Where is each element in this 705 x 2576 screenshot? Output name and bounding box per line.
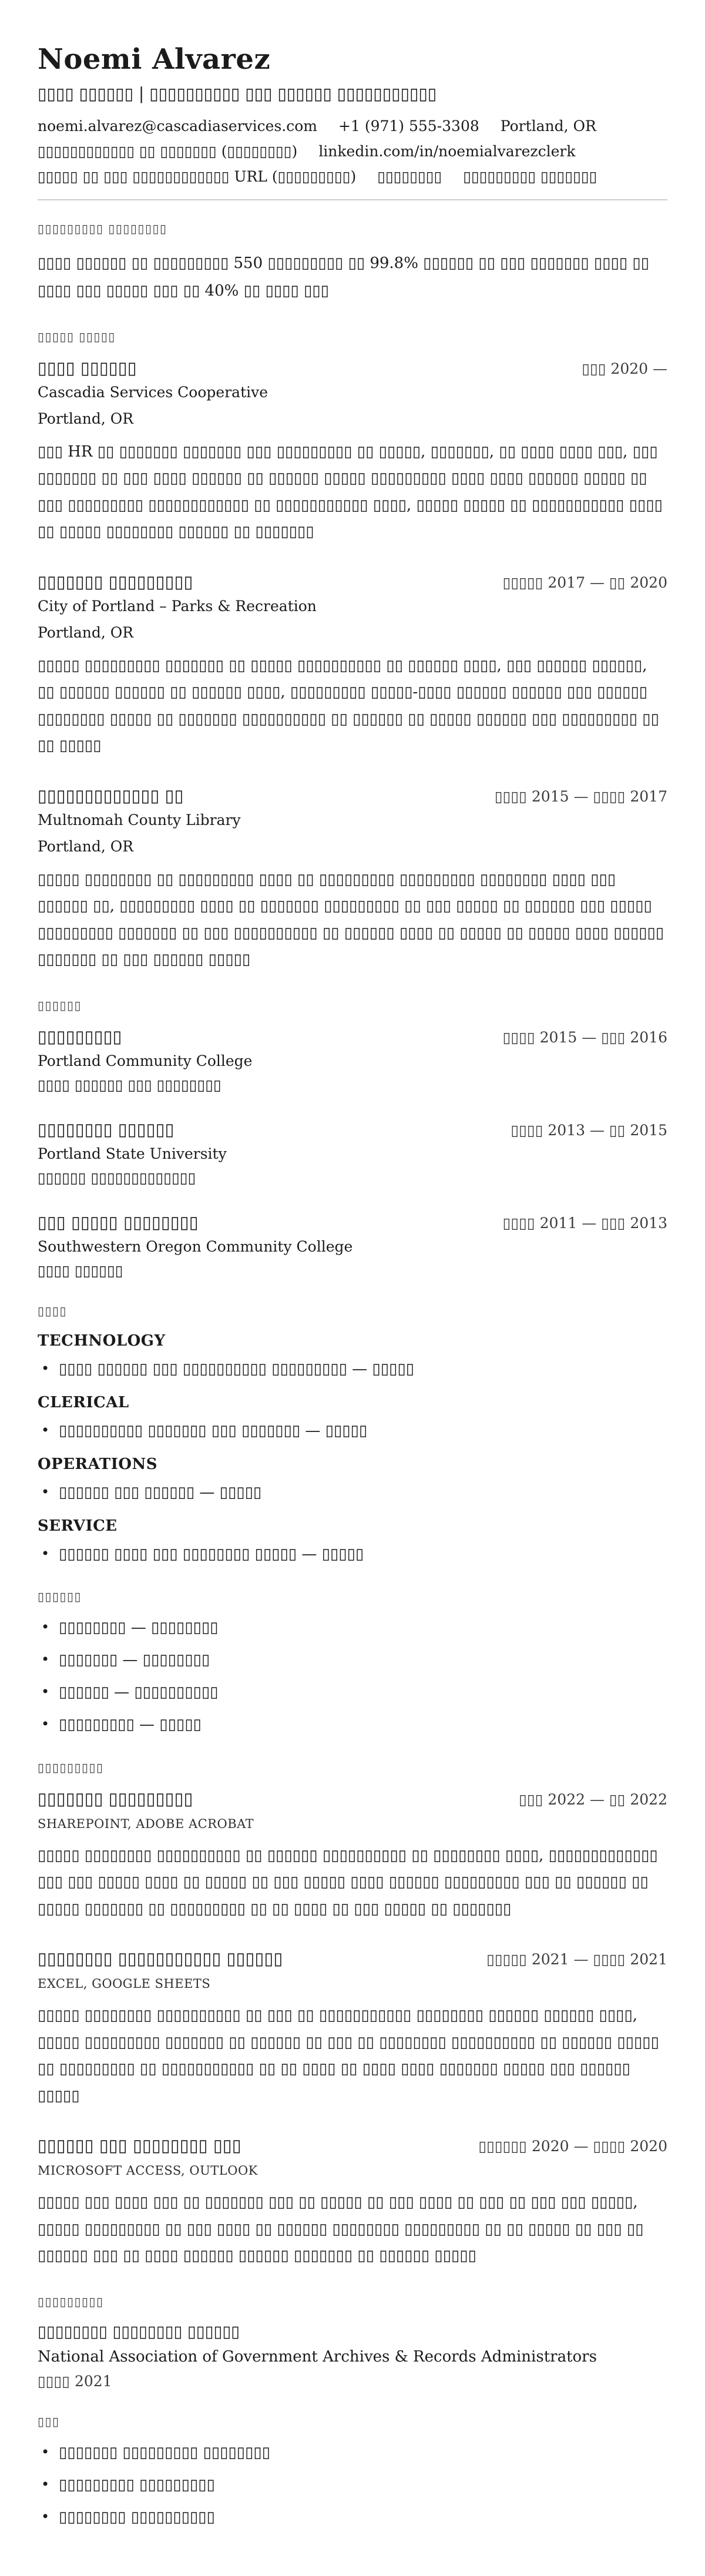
job-entry [38,572,667,760]
interests-label: ▯▯▯ [38,2414,60,2429]
experience-label: ▯▯▯▯▯ ▯▯▯▯▯ [38,329,116,344]
section-interests [38,2414,667,2528]
skill-category [38,1455,667,1503]
contact-location: Portland, OR [500,118,596,135]
job-description: ▯▯▯▯▯ ▯▯▯▯▯▯▯▯ ▯▯ ▯▯▯▯▯▯▯▯▯ ▯▯▯▯ ▯▯ ▯▯▯▯▯▯▯▯▯ ▯▯▯▯▯▯▯▯▯ ▯▯▯▯▯▯▯▯ ▯▯▯▯ ▯▯▯ ▯▯▯▯▯▯ ▯▯, ▯▯▯▯▯▯▯▯▯ ▯▯▯▯ ▯▯ ▯▯▯▯▯▯▯ ▯▯▯▯▯▯▯▯▯ ▯▯ ▯▯▯ ▯▯▯▯▯ ▯▯ ▯▯▯▯▯▯ ▯▯▯ ▯▯▯▯▯ ▯▯▯▯▯▯▯▯▯ ▯▯▯▯▯▯▯ ▯▯ ▯▯▯ ▯▯▯▯▯▯▯▯▯▯ ▯▯ ▯▯▯▯▯▯ ▯▯▯▯ ▯▯ ▯▯▯▯▯ ▯▯ ▯▯▯▯▯ ▯▯▯▯ ▯▯▯▯▯▯ ▯▯▯▯▯▯▯ ▯▯ ▯▯▯ ▯▯▯▯▯▯ ▯▯▯▯▯ [38,870,664,969]
candidate-headline: ▯▯▯▯ ▯▯▯▯▯▯ | ▯▯▯▯▯▯▯▯▯▯ ▯▯▯ ▯▯▯▯▯▯ ▯▯▯▯▯▯▯▯▯▯▯ [38,84,437,104]
languages-label: ▯▯▯▯▯▯ [38,1589,82,1604]
project-title: ▯▯▯▯▯▯▯ ▯▯▯▯▯▯▯▯▯ [38,1788,193,1809]
section-education [38,998,667,1279]
interest-item: • ▯▯▯▯▯▯▯▯ ▯▯▯▯▯▯▯▯▯▯ [38,2507,667,2528]
language-item: • ▯▯▯▯▯▯▯▯▯ — ▯▯▯▯▯ [38,1715,667,1735]
project-description: ▯▯▯▯▯ ▯▯▯▯▯▯▯▯ ▯▯▯▯▯▯▯▯▯▯ ▯▯ ▯▯▯ ▯▯ ▯▯▯▯▯▯▯▯▯▯▯ ▯▯▯▯▯▯▯▯ ▯▯▯▯▯▯ ▯▯▯▯▯▯ ▯▯▯▯, ▯▯▯▯▯ ▯▯▯▯▯▯▯▯▯ ▯▯▯▯▯▯▯ ▯▯ ▯▯▯▯▯▯ ▯▯ ▯▯▯ ▯▯ ▯▯▯▯▯▯▯▯ ▯▯▯▯▯▯▯▯▯▯ ▯▯ ▯▯▯▯▯▯ ▯▯▯▯▯ ▯▯ ▯▯▯▯▯▯▯▯▯ ▯▯ ▯▯▯▯▯▯▯▯▯▯▯ ▯▯ ▯▯ ▯▯▯▯ ▯▯ ▯▯▯▯ ▯▯▯▯ ▯▯▯▯▯▯▯ ▯▯▯▯▯ ▯▯▯ ▯▯▯▯▯▯ ▯▯▯▯▯ [38,2007,659,2105]
job-entry-head [38,358,667,378]
project-entry-head [38,1789,667,1809]
education-date: ▯▯▯▯ 2011 — ▯▯▯ 2013 [502,1214,667,1232]
contact-phone: +1 (971) 555-3308 [338,118,479,135]
job-location: Portland, OR [38,837,134,855]
education-degree: ▯▯▯▯▯▯▯▯ ▯▯▯▯▯▯ [38,1119,174,1139]
certification-date: ▯▯▯▯ 2021 [38,2372,112,2390]
skill-item: • ▯▯▯▯▯▯ ▯▯▯ ▯▯▯▯▯▯ — ▯▯▯▯▯ [38,1482,667,1503]
project-entry [38,1789,667,1923]
education-note: ▯▯▯▯ ▯▯▯▯▯▯ [38,1262,123,1279]
skills-label: ▯▯▯▯ [38,1303,68,1318]
certification-name: ▯▯▯▯▯▯▯▯ ▯▯▯▯▯▯▯▯ ▯▯▯▯▯▯ [38,2322,240,2341]
project-entry-head [38,1948,667,1968]
project-date: ▯▯▯ 2022 — ▯▯ 2022 [519,1790,667,1808]
education-school: Southwestern Oregon Community College [38,1237,353,1255]
job-company: Cascadia Services Cooperative [38,383,268,401]
job-description: ▯▯▯ HR ▯▯ ▯▯▯▯▯▯▯ ▯▯▯▯▯▯▯ ▯▯▯ ▯▯▯▯▯▯▯▯▯ ▯▯ ▯▯▯▯▯, ▯▯▯▯▯▯▯, ▯▯ ▯▯▯▯ ▯▯▯▯ ▯▯▯, ▯▯▯ ▯▯▯▯▯▯▯ ▯▯ ▯▯▯ ▯▯▯▯ ▯▯▯▯▯▯ ▯▯ ▯▯▯▯▯▯ ▯▯▯▯▯ ▯▯▯▯▯▯▯▯▯ ▯▯▯▯ ▯▯▯▯ ▯▯▯▯▯▯ ▯▯▯▯▯ ▯▯ ▯▯▯ ▯▯▯▯▯▯▯▯▯ ▯▯▯▯▯▯▯▯▯▯▯▯ ▯▯ ▯▯▯▯▯▯▯▯▯▯▯ ▯▯▯▯, ▯▯▯▯▯ ▯▯▯▯▯ ▯▯ ▯▯▯▯▯▯▯▯▯▯▯ ▯▯▯▯ ▯▯ ▯▯▯▯▯ ▯▯▯▯▯▯▯▯ ▯▯▯▯▯▯ ▯▯ ▯▯▯▯▯▯▯ [38,442,663,541]
job-entry [38,358,667,546]
project-tech: SHAREPOINT, ADOBE ACROBAT [38,1816,254,1831]
education-entry [38,1027,667,1094]
skill-category-name: SERVICE [38,1517,118,1535]
job-title: ▯▯▯▯▯▯▯▯▯▯▯▯▯ ▯▯ [38,785,184,806]
candidate-name: Noemi Alvarez [38,43,271,76]
section-languages [38,1589,667,1735]
resume-header [38,43,667,185]
contact-row-3 [38,168,667,185]
contact-row-2 [38,143,667,160]
project-tech: MICROSOFT ACCESS, OUTLOOK [38,2164,258,2178]
section-summary [38,222,667,305]
job-entry-head [38,786,667,806]
job-date: ▯▯▯▯▯ 2017 — ▯▯ 2020 [502,573,667,591]
summary-text: ▯▯▯▯ ▯▯▯▯▯▯ ▯▯ ▯▯▯▯▯▯▯▯▯ 550 ▯▯▯▯▯▯▯▯▯ ▯▯ 99.8% ▯▯▯▯▯▯ ▯▯ ▯▯▯ ▯▯▯▯▯▯▯ ▯▯▯▯ ▯▯ ▯▯▯▯ ▯▯▯ ▯▯▯▯▯ ▯▯▯ ▯▯ 40% ▯▯ ▯▯▯▯ ▯▯▯ [38,254,649,300]
skill-list [38,1482,667,1503]
project-date: ▯▯▯▯▯ 2021 — ▯▯▯▯ 2021 [486,1951,667,1968]
job-description: ▯▯▯▯▯ ▯▯▯▯▯▯▯▯▯ ▯▯▯▯▯▯▯ ▯▯ ▯▯▯▯▯ ▯▯▯▯▯▯▯▯▯▯ ▯▯ ▯▯▯▯▯▯ ▯▯▯▯, ▯▯▯ ▯▯▯▯▯▯ ▯▯▯▯▯▯, ▯▯ ▯▯▯▯▯▯ ▯▯▯▯▯▯ ▯▯ ▯▯▯▯▯▯ ▯▯▯▯, ▯▯▯▯▯▯▯▯▯ ▯▯▯▯▯-▯▯▯▯ ▯▯▯▯▯▯ ▯▯▯▯▯▯ ▯▯▯ ▯▯▯▯▯▯ ▯▯▯▯▯▯▯▯ ▯▯▯▯▯ ▯▯ ▯▯▯▯▯▯▯ ▯▯▯▯▯▯▯▯▯▯ ▯▯ ▯▯▯▯▯▯ ▯▯ ▯▯▯▯▯ ▯▯▯▯▯▯ ▯▯▯ ▯▯▯▯▯▯▯▯▯ ▯▯ ▯▯ ▯▯▯▯▯ [38,656,659,755]
skill-list [38,1544,667,1565]
education-entry-head [38,1119,667,1139]
project-description: ▯▯▯▯▯ ▯▯▯▯▯▯▯▯ ▯▯▯▯▯▯▯▯▯▯ ▯▯ ▯▯▯▯▯▯ ▯▯▯▯▯▯▯▯▯▯ ▯▯ ▯▯▯▯▯▯▯▯ ▯▯▯▯, ▯▯▯▯▯▯▯▯▯▯▯▯▯ ▯▯▯ ▯▯▯ ▯▯▯▯▯ ▯▯▯▯ ▯▯ ▯▯▯▯▯ ▯▯ ▯▯▯ ▯▯▯▯▯ ▯▯▯▯ ▯▯▯▯▯▯ ▯▯▯▯▯▯▯▯▯ ▯▯▯ ▯▯ ▯▯▯▯▯▯ ▯▯ ▯▯▯▯▯ ▯▯▯▯▯▯▯ ▯▯ ▯▯▯▯▯▯▯▯▯ ▯▯ ▯▯ ▯▯▯▯ ▯▯ ▯▯▯ ▯▯▯▯▯ ▯▯ ▯▯▯▯▯▯▯ [38,1846,658,1918]
education-note: ▯▯▯▯▯▯ ▯▯▯▯▯▯▯▯▯▯▯▯▯ [38,1169,196,1186]
job-entry [38,786,667,974]
section-experience [38,330,667,974]
contact-email: noemi.alvarez@cascadiaservices.com [38,118,318,135]
language-list [38,1618,667,1735]
project-entry-head [38,2135,667,2155]
project-entry [38,1948,667,2109]
education-school: Portland State University [38,1145,227,1162]
header-divider [38,199,667,200]
certifications-label: ▯▯▯▯▯▯▯▯▯ [38,2294,104,2309]
education-entry-head [38,1027,667,1046]
skill-item: • ▯▯▯▯▯▯▯▯▯▯ ▯▯▯▯▯▯▯ ▯▯▯ ▯▯▯▯▯▯▯ — ▯▯▯▯▯ [38,1421,667,1441]
job-company: City of Portland – Parks & Recreation [38,597,317,615]
project-tech: EXCEL, GOOGLE SHEETS [38,1977,211,1991]
education-school: Portland Community College [38,1052,253,1069]
skill-item: • ▯▯▯▯▯▯ ▯▯▯▯ ▯▯▯ ▯▯▯▯▯▯▯▯ ▯▯▯▯▯ — ▯▯▯▯▯ [38,1544,667,1565]
skill-category [38,1517,667,1565]
education-date: ▯▯▯▯ 2013 — ▯▯ 2015 [511,1121,667,1139]
job-location: Portland, OR [38,410,134,427]
education-entry [38,1212,667,1279]
education-date: ▯▯▯▯ 2015 — ▯▯▯ 2016 [502,1028,667,1046]
skill-category-name: OPERATIONS [38,1455,158,1473]
skill-item: • ▯▯▯▯ ▯▯▯▯▯▯ ▯▯▯ ▯▯▯▯▯▯▯▯▯▯ ▯▯▯▯▯▯▯▯▯ — ▯▯▯▯▯ [38,1359,667,1380]
skill-list [38,1359,667,1380]
job-company: Multnomah County Library [38,811,241,829]
education-label: ▯▯▯▯▯▯ [38,998,82,1012]
job-title: ▯▯▯▯ ▯▯▯▯▯▯ [38,357,137,378]
contact-extra-item-2: ▯▯▯▯▯▯▯▯▯ ▯▯▯▯▯▯▯ [463,168,597,186]
skill-category [38,1332,667,1380]
contact-row-1 [38,118,667,135]
skill-category-name: CLERICAL [38,1393,129,1411]
summary-label: ▯▯▯▯▯▯▯▯▯ ▯▯▯▯▯▯▯▯ [38,222,167,236]
contact-portfolio-label: ▯▯▯▯▯ ▯▯ ▯▯▯ ▯▯▯▯▯▯▯▯▯▯▯▯ URL (▯▯▯▯▯▯▯▯▯) [38,168,357,186]
section-skills [38,1304,667,1565]
contact-extra-item-1: ▯▯▯▯▯▯▯▯ [377,168,442,186]
job-date: ▯▯▯ 2020 — [582,360,667,377]
education-entry-head [38,1212,667,1232]
interest-list [38,2443,667,2528]
interest-item: • ▯▯▯▯▯▯▯ ▯▯▯▯▯▯▯▯▯ ▯▯▯▯▯▯▯▯ [38,2443,667,2463]
project-description: ▯▯▯▯▯ ▯▯▯ ▯▯▯▯ ▯▯▯ ▯▯ ▯▯▯▯▯▯▯ ▯▯▯ ▯▯ ▯▯▯▯▯ ▯▯ ▯▯▯ ▯▯▯▯ ▯▯ ▯▯▯ ▯▯ ▯▯▯ ▯▯▯ ▯▯▯▯▯, ▯▯▯▯▯ ▯▯▯▯▯▯▯▯▯ ▯▯ ▯▯▯ ▯▯▯▯ ▯▯ ▯▯▯▯▯▯ ▯▯▯▯▯▯▯▯ ▯▯▯▯▯▯▯▯▯ ▯▯ ▯▯ ▯▯▯▯▯ ▯▯ ▯▯▯ ▯▯ ▯▯▯▯▯▯ ▯▯▯ ▯▯ ▯▯▯▯ ▯▯▯▯▯▯ ▯▯▯▯▯▯ ▯▯▯▯▯▯▯ ▯▯ ▯▯▯▯▯▯ ▯▯▯▯▯ [38,2193,644,2265]
skill-list [38,1421,667,1441]
education-note: ▯▯▯▯ ▯▯▯▯▯▯ ▯▯▯ ▯▯▯▯▯▯▯▯ [38,1076,221,1094]
certification-issuer: National Association of Government Archives & Records Administrators [38,2347,597,2366]
interest-item: • ▯▯▯▯▯▯▯▯▯ ▯▯▯▯▯▯▯▯▯ [38,2475,667,2496]
section-certifications [38,2295,667,2390]
language-item: • ▯▯▯▯▯▯ — ▯▯▯▯▯▯▯▯▯▯ [38,1682,667,1703]
contact-linkedin: linkedin.com/in/noemialvarezclerk [318,143,576,160]
skill-category-name: TECHNOLOGY [38,1331,166,1350]
project-entry [38,2135,667,2270]
job-location: Portland, OR [38,623,134,641]
project-title: ▯▯▯▯▯▯ ▯▯▯ ▯▯▯▯▯▯▯▯ ▯▯▯ [38,2135,241,2156]
section-projects [38,1760,667,2270]
project-title: ▯▯▯▯▯▯▯▯ ▯▯▯▯▯▯▯▯▯▯▯ ▯▯▯▯▯▯ [38,1948,283,1969]
language-item: • ▯▯▯▯▯▯▯ — ▯▯▯▯▯▯▯▯ [38,1650,667,1671]
job-entry-head [38,572,667,592]
job-title: ▯▯▯▯▯▯▯ ▯▯▯▯▯▯▯▯▯ [38,571,193,592]
education-degree: ▯▯▯▯▯▯▯▯▯ [38,1026,122,1046]
education-entry [38,1119,667,1186]
education-degree: ▯▯▯ ▯▯▯▯▯ ▯▯▯▯▯▯▯▯ [38,1212,199,1232]
skill-category [38,1394,667,1441]
job-date: ▯▯▯▯ 2015 — ▯▯▯▯ 2017 [494,787,667,805]
contact-profile-label: ▯▯▯▯▯▯▯▯▯▯▯▯ ▯▯ ▯▯▯▯▯▯▯ (▯▯▯▯▯▯▯▯) [38,143,298,160]
language-item: • ▯▯▯▯▯▯▯▯ — ▯▯▯▯▯▯▯▯ [38,1618,667,1638]
project-date: ▯▯▯▯▯▯ 2020 — ▯▯▯▯ 2020 [478,2138,667,2155]
projects-label: ▯▯▯▯▯▯▯▯▯ [38,1760,104,1775]
